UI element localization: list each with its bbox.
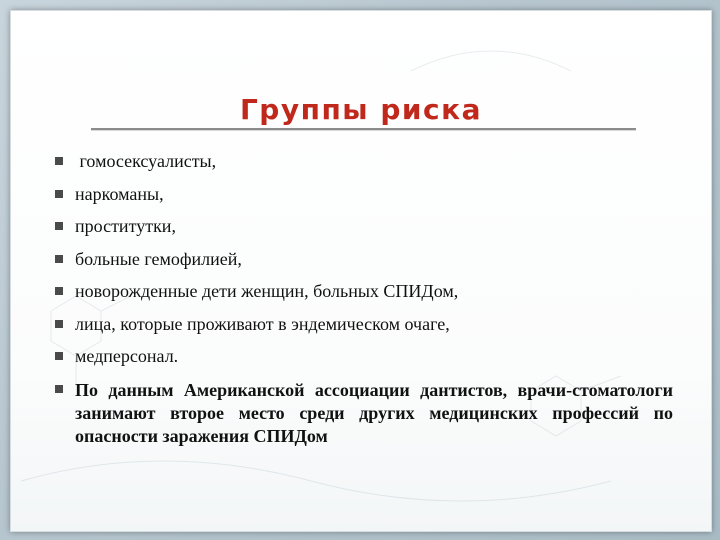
square-bullet-icon [55, 352, 63, 360]
list-item [55, 184, 673, 205]
square-bullet-icon [55, 157, 63, 165]
slide-title: Группы риска [239, 93, 483, 126]
list-item [55, 151, 673, 172]
list-item-text: гомосексуалисты, [75, 151, 217, 171]
square-bullet-icon [55, 255, 63, 263]
title-divider-shadow [91, 130, 636, 131]
list-item [55, 249, 673, 270]
dentist-risk-note [55, 379, 673, 448]
note-text: По данным Американской ассоциации дантистов, врачи-стоматологи занимают второе место среди других медицинских профессий по опасности заражения СПИДом [75, 379, 673, 446]
list-item [55, 216, 673, 237]
slide [10, 10, 712, 532]
square-bullet-icon [55, 190, 63, 198]
square-bullet-icon [55, 385, 63, 393]
risk-group-list [55, 151, 673, 459]
list-item-text: медперсонал. [75, 346, 179, 366]
list-item-text: новорожденные дети женщин, больных СПИДом, [75, 281, 459, 301]
list-item-text: наркоманы, [75, 183, 164, 204]
square-bullet-icon [55, 222, 63, 230]
list-item [55, 346, 673, 367]
list-item-text: лица, которые проживают в эндемическом очаге, [75, 313, 450, 334]
list-item [55, 281, 673, 302]
list-item [55, 314, 673, 335]
square-bullet-icon [55, 287, 63, 295]
list-item-text: проститутки, [75, 216, 176, 236]
list-item-text: больные гемофилией, [75, 248, 242, 269]
square-bullet-icon [55, 320, 63, 328]
